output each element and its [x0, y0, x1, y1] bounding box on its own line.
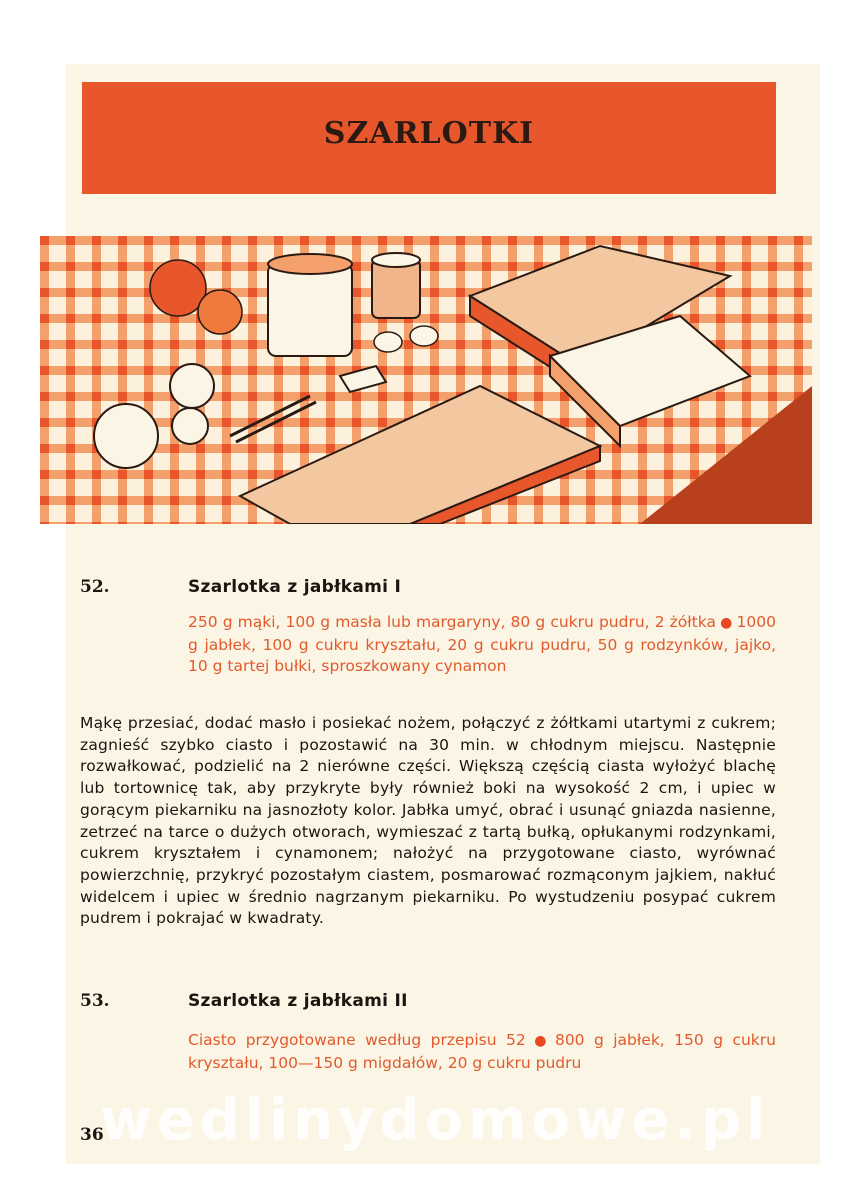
ingredients-filling: 800 g jabłek, 150 g cukru kryształu, 100—150 g migdałów, 20 g cukru pudru: [188, 1031, 776, 1072]
recipe-number: 53.: [80, 991, 110, 1011]
recipe-method: Mąkę przesiać, dodać masło i posiekać nożem, połączyć z żółtkami utartymi z cukrem; zagnieść szybko ciasto i pozostawić na 30 min. w chłodnym miejscu. Następnie rozwałkować, podzielić na 2 nierówne części. Większą częścią ciasta wyłożyć blachę lub tortownicę tak, aby przykryte były również boki na wysokość 2 cm, i upiec w gorącym piekarniku na jasnozłoty kolor. Jabłka umyć, obrać i usunąć gniazda nasienne, zetrzeć na tarce o dużych otworach, wymieszać z tartą bułką, opłukanymi rodzynkami, cukrem kryształem i cynamonem; nałożyć na przygotowane ciasto, wyrównać powierzchnię, przykryć pozostałym ciastem, posmarować rozmąconym jajkiem, nakłuć widelcem i upiec w średnio nagrzanym piekarniku. Po wystudzeniu posypać cukrem pudrem i pokrajać w kwadraty.: [80, 714, 776, 928]
recipe-title: Szarlotka z jabłkami II: [188, 991, 408, 1011]
ingredients-list: [188, 1030, 776, 1074]
spice-jar: [372, 253, 420, 318]
ingredients-list: [188, 612, 776, 678]
ingredients-dough: Ciasto przygotowane według przepisu 52: [188, 1031, 526, 1049]
ingredients-dough: 250 g mąki, 100 g masła lub margaryny, 80 g cukru pudru, 2 żółtka: [188, 613, 716, 631]
ingredients-filling: 1000 g jabłek, 100 g cukru kryształu, 20 g cukru pudru, 50 g rodzynków, jajko, 10 g tartej bułki, sproszkowany cynamon: [188, 613, 776, 675]
separator-dot: ●: [719, 615, 733, 631]
orange: [150, 260, 206, 316]
watermark: wedlinydomowe.pl: [100, 1088, 771, 1153]
egg: [374, 332, 402, 352]
flour-jar: [268, 254, 352, 356]
apple: [170, 364, 214, 408]
apple: [94, 404, 158, 468]
orange-half: [198, 290, 242, 334]
apple: [172, 408, 208, 444]
chapter-banner: [82, 82, 776, 194]
separator-dot: ●: [529, 1033, 551, 1049]
illustration: [40, 236, 812, 524]
egg: [410, 326, 438, 346]
recipe-title: Szarlotka z jabłkami I: [188, 577, 402, 597]
chapter-title: SZARLOTKI: [323, 115, 535, 151]
recipe-number: 52.: [80, 577, 110, 597]
page-number: 36: [80, 1125, 104, 1145]
